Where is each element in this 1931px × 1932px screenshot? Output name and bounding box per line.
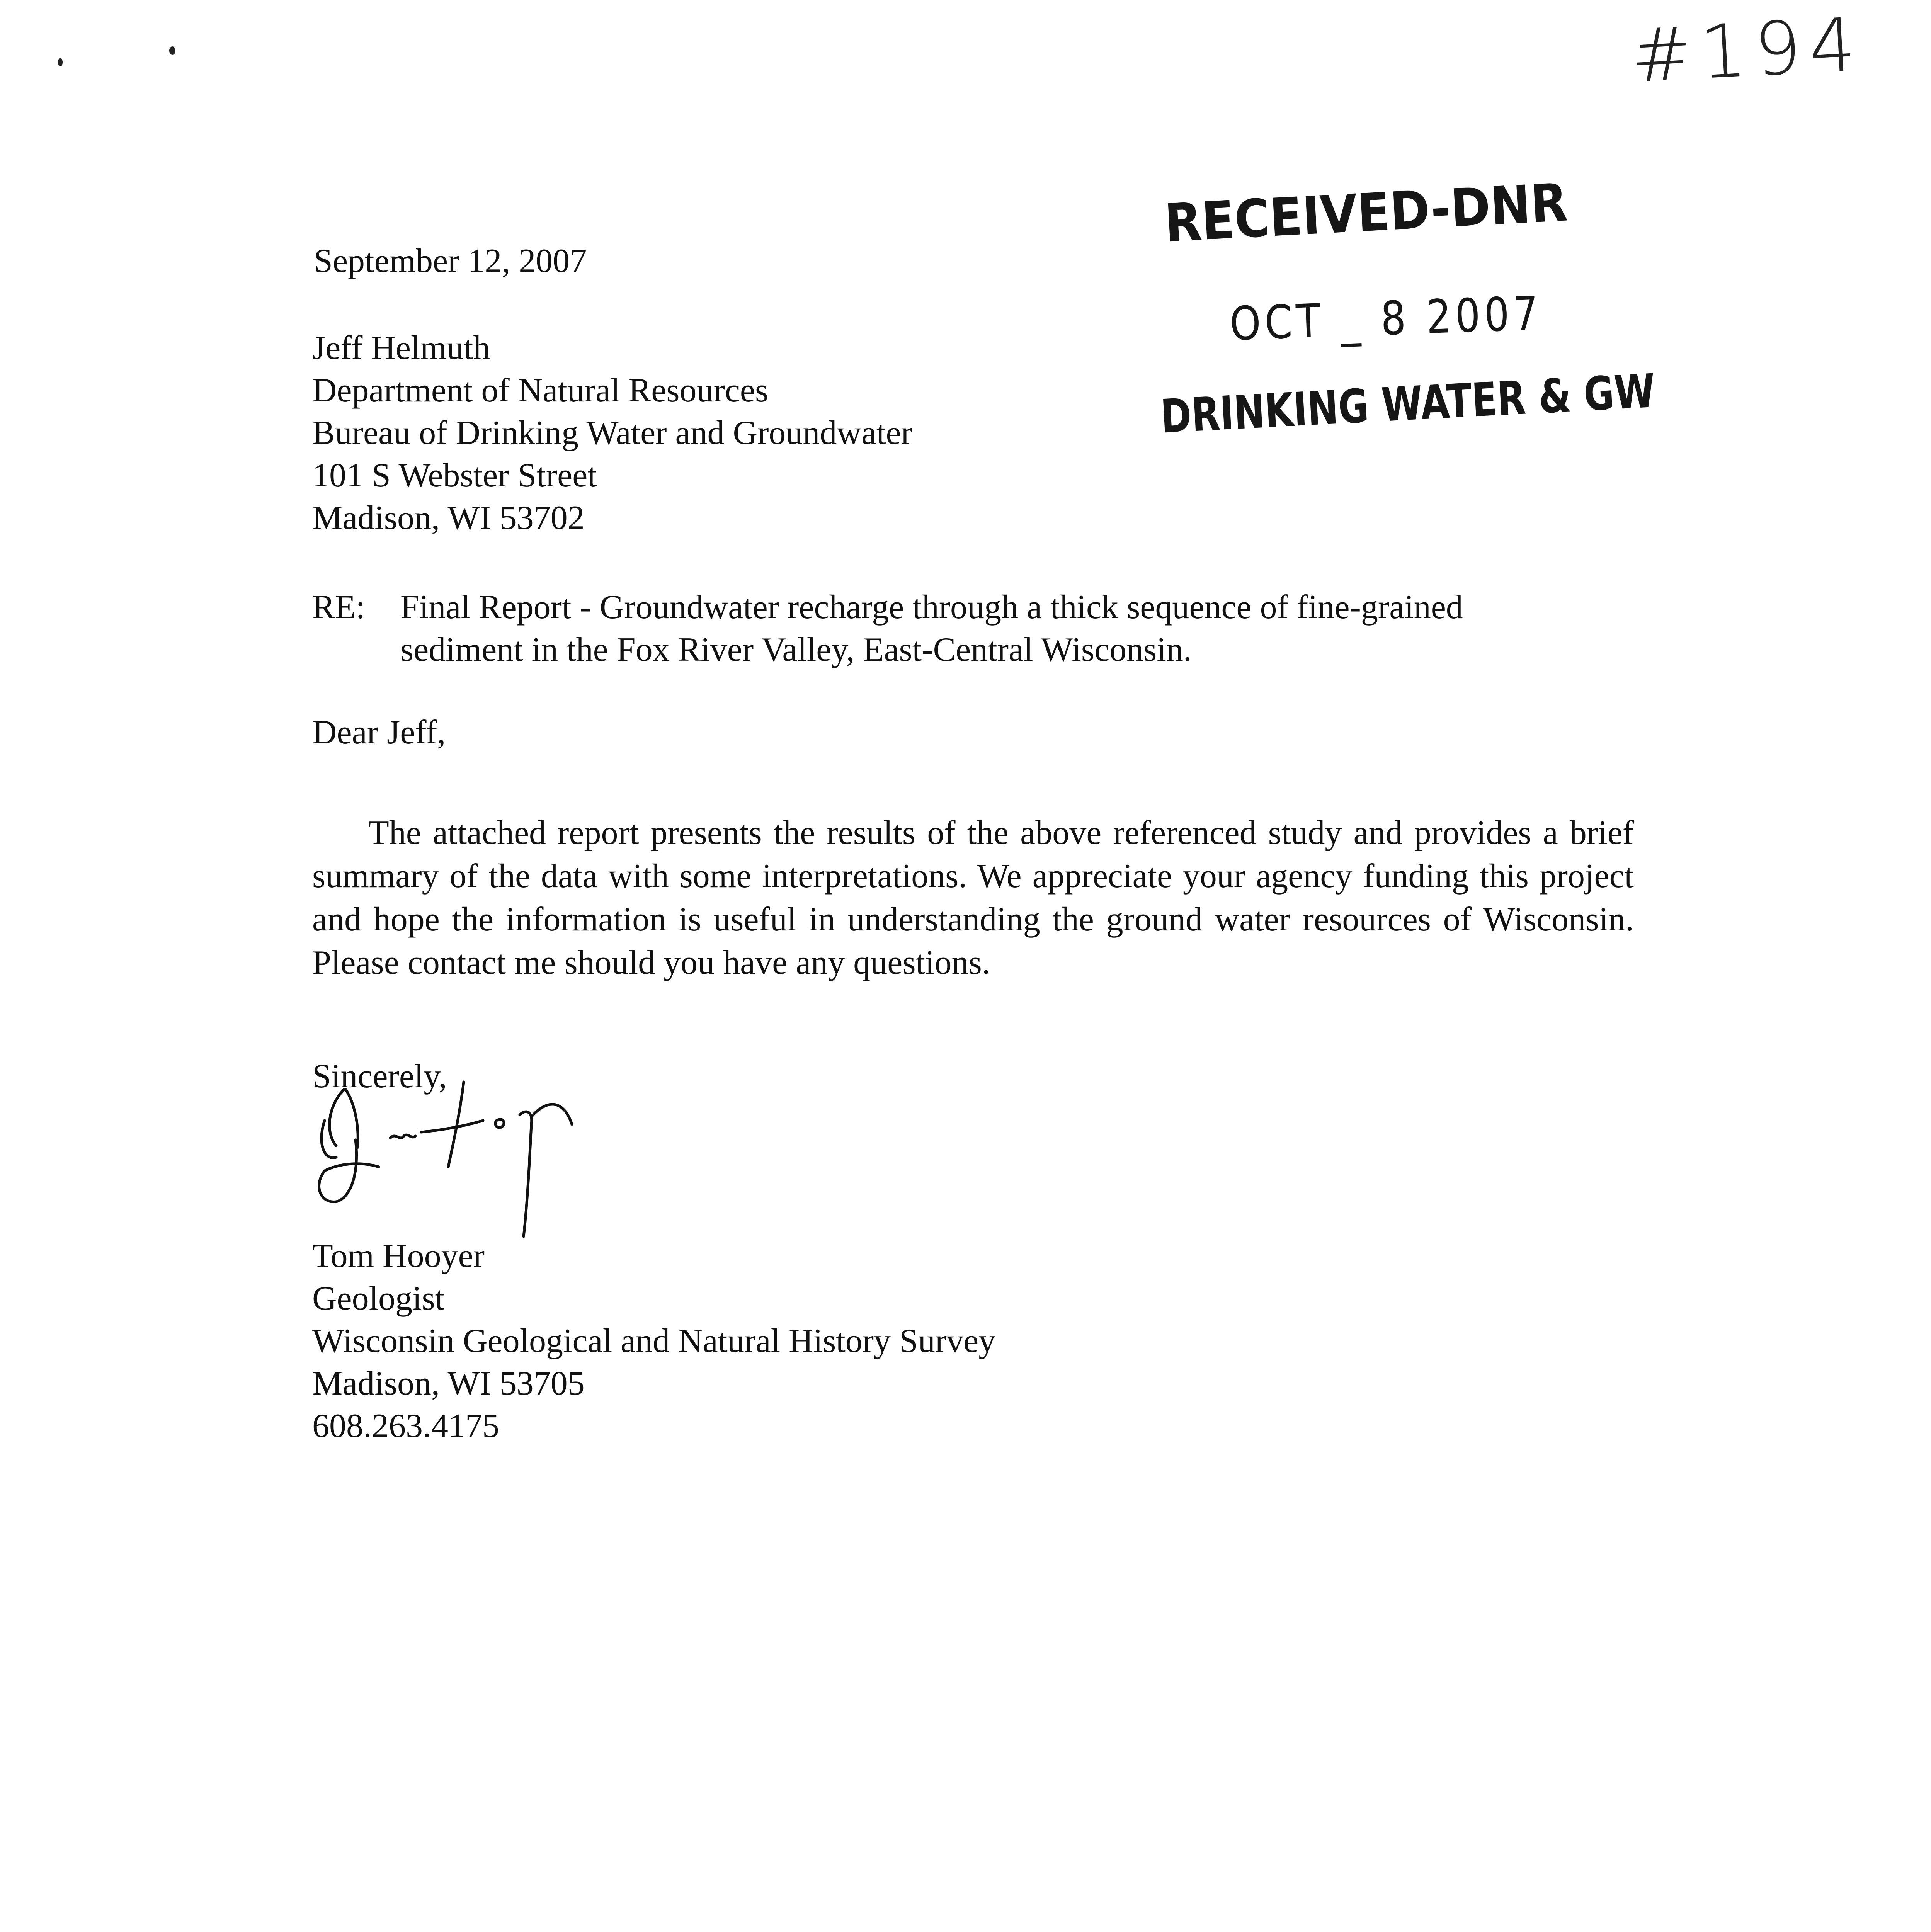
received-stamp-title: RECEIVED-DNR (1163, 172, 1569, 254)
scan-speck (58, 58, 63, 66)
salutation: Dear Jeff, (312, 714, 446, 751)
recipient-city: Madison, WI 53702 (312, 499, 585, 537)
re-subject-line: sediment in the Fox River Valley, East-Central Wisconsin. (400, 631, 1192, 668)
received-stamp-department: DRINKING WATER & GW (1159, 364, 1657, 444)
re-subject-line: Final Report - Groundwater recharge through a thick sequence of fine-grained (400, 588, 1463, 626)
recipient-bureau: Bureau of Drinking Water and Groundwater (312, 414, 912, 452)
signer-organization: Wisconsin Geological and Natural History Survey (312, 1322, 996, 1360)
re-label: RE: (312, 588, 365, 626)
recipient-name: Jeff Helmuth (312, 329, 490, 367)
received-stamp-date: OCT _ 8 2007 (1229, 286, 1543, 351)
letter-body: The attached report presents the results of the above referenced study and provides a brief summary of the data with some interpretations. We appreciate your agency funding this project and hope the information is useful in understanding the ground water resources of Wisconsin. Please contact me should you have any questions. (312, 814, 1634, 981)
signer-city: Madison, WI 53705 (312, 1365, 585, 1402)
signer-name: Tom Hooyer (312, 1237, 485, 1275)
file-number: #194 (1628, 2, 1866, 99)
signer-phone: 608.263.4175 (312, 1407, 499, 1445)
closing: Sincerely, (312, 1058, 447, 1095)
letter-date: September 12, 2007 (314, 242, 587, 280)
signer-title: Geologist (312, 1280, 445, 1317)
recipient-department: Department of Natural Resources (312, 372, 769, 409)
recipient-street: 101 S Webster Street (312, 457, 597, 494)
scan-speck (169, 46, 175, 55)
